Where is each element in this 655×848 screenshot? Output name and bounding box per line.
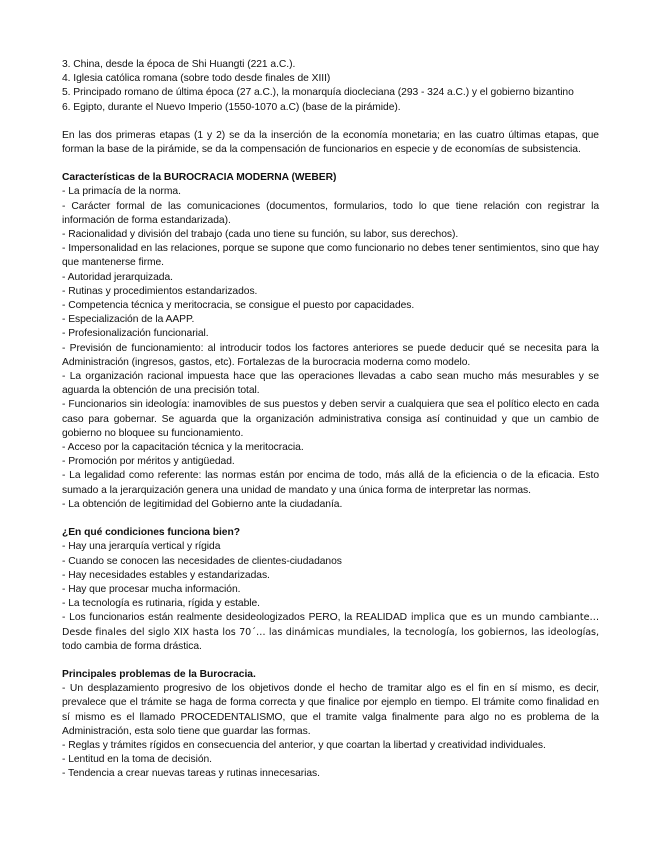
list-item-text-alt-font: implica que es un mundo cambiante… Desde finales del siglo XIX hasta los 70´… las dinámicas mundiales, la tecnología, los gobiernos, las ideologías,: [62, 612, 599, 638]
history-item: 5. Principado romano de última época (27 a.C.), la monarquía diocleciana (293 - 324 a.C.) y el gobierno bizantino: [62, 87, 574, 99]
list-item: - Hay que procesar mucha información.: [62, 583, 241, 595]
history-item: 6. Egipto, durante el Nuevo Imperio (1550-1070 a.C) (base de la pirámide).: [62, 101, 401, 113]
list-item: - La obtención de legitimidad del Gobierno ante la ciudadanía.: [62, 498, 343, 510]
list-item: - Especialización de la AAPP.: [62, 314, 195, 326]
history-item: 3. China, desde la época de Shi Huangti (221 a.C.).: [62, 59, 296, 70]
list-item: - Reglas y trámites rígidos en consecuencia del anterior, y que coartan la libertad y creatividad individuales.: [62, 739, 546, 751]
list-item: - Rutinas y procedimientos estandarizados.: [62, 285, 258, 297]
list-item-mixed: [62, 611, 599, 654]
list-item-text: todo cambia de forma drástica.: [62, 640, 202, 652]
list-item: - Acceso por la capacitación técnica y la meritocracia.: [62, 442, 304, 454]
list-item: - Autoridad jerarquizada.: [62, 271, 173, 283]
list-item: - La tecnología es rutinaria, rígida y estable.: [62, 598, 260, 610]
list-item: - Carácter formal de las comunicaciones (documentos, formularios, todo lo que tiene relación con registrar la información de forma estandarizada).: [62, 200, 599, 226]
list-item: - Impersonalidad en las relaciones, porque se supone que como funcionario no debes tener sentimientos, sino que hay que mantenerse firme.: [62, 243, 599, 269]
history-list: [62, 58, 599, 115]
list-item: - Hay necesidades estables y estandarizadas.: [62, 569, 270, 581]
list-item: - Previsión de funcionamiento: al introducir todos los factores anteriores se puede deducir qué se necesita para la Administración (ingresos, gastos, etc). Fortalezas de la burocracia moderna como modelo.: [62, 342, 599, 368]
list-item: - Hay una jerarquía vertical y rígida: [62, 541, 221, 553]
list-item: - Un desplazamiento progresivo de los objetivos donde el hecho de tramitar algo es el fin en sí mismo, es decir, prevalece que el trámite se haga de forma correcta y que finalice por ejemplo en tiempo. El trámite como finalidad en sí mismo es el llamado PROCEDENTALISMO, que el tramite valga finalmente para algo no es problema de la Administración, esta solo tiene que guardar las formas.: [62, 683, 599, 737]
list-item: - Tendencia a crear nuevas tareas y rutinas innecesarias.: [62, 768, 320, 780]
history-item: 4. Iglesia católica romana (sobre todo desde finales de XIII): [62, 73, 331, 85]
conditions-section: [62, 526, 599, 654]
list-item: - La legalidad como referente: las normas están por encima de todo, más allá de la eficiencia o de la eficacia. Esto sumado a la jerarquización genera una unidad de mandato y una única forma de interpretar las normas.: [62, 470, 599, 496]
weber-section: [62, 171, 599, 512]
list-item: - Profesionalización funcionarial.: [62, 328, 209, 340]
list-item-text: - Los funcionarios están realmente desideologizados PERO, la REALIDAD: [62, 612, 408, 624]
list-item: - Competencia técnica y meritocracia, se consigue el puesto por capacidades.: [62, 300, 415, 312]
problems-heading: Principales problemas de la Burocracia.: [62, 668, 256, 680]
list-item: - Lentitud en la toma de decisión.: [62, 754, 212, 766]
conditions-heading: ¿En qué condiciones funciona bien?: [62, 527, 240, 539]
stages-paragraph: En las dos primeras etapas (1 y 2) se da la inserción de la economía monetaria; en las cuatro últimas etapas, que forman la base de la pirámide, se da la compensación de funcionarios en especie y de economías de subsistencia.: [62, 129, 599, 156]
weber-heading: Características de la BUROCRACIA MODERNA (WEBER): [62, 172, 337, 184]
list-item: - Racionalidad y división del trabajo (cada uno tiene su función, su labor, sus derechos).: [62, 229, 459, 241]
list-item: - La primacía de la norma.: [62, 186, 181, 198]
list-item: - Cuando se conocen las necesidades de clientes-ciudadanos: [62, 555, 342, 567]
problems-section: [62, 668, 599, 782]
list-item: - Promoción por méritos y antigüedad.: [62, 456, 235, 468]
list-item: - Funcionarios sin ideología: inamovibles de sus puestos y deben servir a cualquiera que sea el político electo en cada caso para gobernar. Se aguarda que la organización administrativa consiga así continuidad y que un cambio de gobierno no bloquee su funcionamiento.: [62, 399, 599, 439]
list-item: - La organización racional impuesta hace que las operaciones llevadas a cabo sean mucho más mesurables y se aguarda la obtención de una precisión total.: [62, 371, 599, 397]
